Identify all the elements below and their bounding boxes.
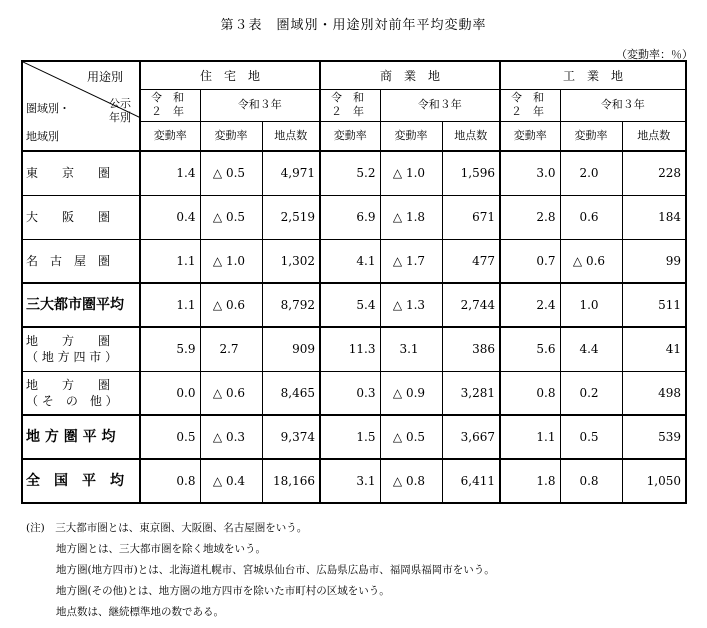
header-youto: 用途別: [86, 70, 123, 84]
cell-change-rate: 3.1: [380, 327, 442, 371]
cell-change-rate: △ 0.9: [380, 371, 442, 415]
cell-points: 671: [442, 195, 500, 239]
row-label: [22, 371, 140, 415]
col-change: 変動率: [560, 121, 622, 151]
cell-change-rate: 5.6: [500, 327, 560, 371]
cell-change-rate: △ 0.3: [200, 415, 262, 459]
cell-points: 1,596: [442, 151, 500, 195]
cell-points: 2,519: [262, 195, 320, 239]
col-points: 地点数: [262, 121, 320, 151]
row-label-text: 大 阪 圏: [26, 210, 111, 224]
cell-change-rate: 1.5: [320, 415, 380, 459]
cell-points: 99: [622, 239, 686, 283]
cell-change-rate: 1.8: [500, 459, 560, 503]
cell-change-rate: 2.8: [500, 195, 560, 239]
col-points: 地点数: [622, 121, 686, 151]
reiwa2-line1: 令 和: [151, 91, 184, 105]
row-label: [22, 195, 140, 239]
reiwa3-header: 令和３年: [560, 90, 686, 122]
cell-change-rate: 0.0: [140, 371, 200, 415]
cell-points: 2,744: [442, 283, 500, 327]
cell-change-rate: 0.2: [560, 371, 622, 415]
table-row: [22, 151, 686, 195]
change-rate-table: [21, 60, 687, 504]
table-row: [22, 327, 686, 371]
row-label: [22, 415, 140, 459]
cell-change-rate: △ 0.6: [200, 283, 262, 327]
cell-points: 3,281: [442, 371, 500, 415]
cell-change-rate: 2.4: [500, 283, 560, 327]
notes: [26, 518, 495, 623]
row-label-text: 東 京 圏: [26, 166, 111, 181]
cell-change-rate: 3.0: [500, 151, 560, 195]
table-row: [22, 371, 686, 415]
row-label-text: 地 方 圏 平 均: [26, 429, 116, 445]
row-label: [22, 239, 140, 283]
cell-change-rate: △ 1.8: [380, 195, 442, 239]
row-label: [22, 327, 140, 371]
col-change: 変動率: [500, 121, 560, 151]
col-change: 変動率: [200, 121, 262, 151]
table-body: [22, 151, 686, 503]
col-change: 変動率: [140, 121, 200, 151]
cell-change-rate: 2.7: [200, 327, 262, 371]
table-row: [22, 415, 686, 459]
note-line: 地方圏(その他)とは、地方圏の地方四市を除いた市町村の区域をいう。: [56, 585, 390, 597]
cell-change-rate: △ 0.5: [200, 195, 262, 239]
unit-label: （変動率：％）: [616, 48, 693, 61]
cell-change-rate: △ 1.0: [200, 239, 262, 283]
row-label: [22, 283, 140, 327]
table-row: [22, 195, 686, 239]
header-kenikibetsu: 圏域別・: [26, 102, 70, 115]
header-chiikibetsu: 地域別: [26, 130, 59, 143]
row-label-text: 名 古 屋 圏: [26, 253, 111, 268]
cell-points: 41: [622, 327, 686, 371]
note-text: 三大都市圏とは、東京圏、大阪圏、名古屋圏をいう。: [55, 522, 308, 534]
row-label-text: 地 方 圏: [26, 377, 111, 392]
cell-change-rate: 0.8: [560, 459, 622, 503]
cell-points: 477: [442, 239, 500, 283]
col-change: 変動率: [380, 121, 442, 151]
cell-change-rate: △ 0.6: [560, 239, 622, 283]
table-row: [22, 459, 686, 503]
group-commercial: 商 業 地: [320, 61, 500, 90]
cell-change-rate: 1.0: [560, 283, 622, 327]
table-row: [22, 239, 686, 283]
cell-points: 8,465: [262, 371, 320, 415]
row-label-text: 地 方 圏: [26, 334, 111, 349]
cell-points: 511: [622, 283, 686, 327]
cell-change-rate: 0.7: [500, 239, 560, 283]
reiwa2-header: [500, 90, 560, 122]
reiwa2-line2: ２ 年: [511, 105, 544, 119]
row-label: [22, 151, 140, 195]
group-industrial: 工 業 地: [500, 61, 686, 90]
reiwa2-header: [140, 90, 200, 122]
cell-change-rate: 0.3: [320, 371, 380, 415]
cell-change-rate: △ 0.4: [200, 459, 262, 503]
col-points: 地点数: [442, 121, 500, 151]
cell-change-rate: 0.5: [140, 415, 200, 459]
cell-points: 1,302: [262, 239, 320, 283]
note-line: [26, 518, 495, 539]
cell-change-rate: 1.4: [140, 151, 200, 195]
cell-points: 8,792: [262, 283, 320, 327]
group-residential: 住 宅 地: [140, 61, 320, 90]
cell-change-rate: △ 0.5: [200, 151, 262, 195]
cell-change-rate: 3.1: [320, 459, 380, 503]
cell-change-rate: △ 0.6: [200, 371, 262, 415]
cell-points: 1,050: [622, 459, 686, 503]
cell-change-rate: 5.2: [320, 151, 380, 195]
cell-change-rate: 4.4: [560, 327, 622, 371]
cell-points: 9,374: [262, 415, 320, 459]
cell-points: 228: [622, 151, 686, 195]
reiwa2-line2: ２ 年: [331, 105, 364, 119]
reiwa2-line1: 令 和: [511, 91, 544, 105]
table-row: [22, 283, 686, 327]
reiwa2-header: [320, 90, 380, 122]
cell-change-rate: 0.6: [560, 195, 622, 239]
cell-change-rate: 5.4: [320, 283, 380, 327]
cell-change-rate: 1.1: [140, 283, 200, 327]
cell-change-rate: 1.1: [500, 415, 560, 459]
note-line: 地点数は、継続標準地の数である。: [56, 606, 224, 618]
col-change: 変動率: [320, 121, 380, 151]
cell-change-rate: 5.9: [140, 327, 200, 371]
cell-points: 6,411: [442, 459, 500, 503]
row-label-sub: （ そ の 他 ）: [26, 393, 118, 408]
cell-change-rate: 0.8: [500, 371, 560, 415]
cell-points: 498: [622, 371, 686, 415]
cell-change-rate: 4.1: [320, 239, 380, 283]
cell-change-rate: 11.3: [320, 327, 380, 371]
cell-points: 386: [442, 327, 500, 371]
cell-change-rate: △ 0.5: [380, 415, 442, 459]
cell-points: 4,971: [262, 151, 320, 195]
note-line: 地方圏(地方四市)とは、北海道札幌市、宮城県仙台市、広島県広島市、福岡県福岡市をいう。: [56, 564, 495, 576]
cell-points: 539: [622, 415, 686, 459]
row-label-sub: （ 地 方 四 市 ）: [26, 350, 118, 365]
cell-change-rate: 6.9: [320, 195, 380, 239]
cell-points: 18,166: [262, 459, 320, 503]
reiwa3-header: 令和３年: [200, 90, 320, 122]
cell-change-rate: 1.1: [140, 239, 200, 283]
header-nenbetsu: 年別: [109, 111, 131, 124]
cell-change-rate: △ 1.0: [380, 151, 442, 195]
reiwa3-header: 令和３年: [380, 90, 500, 122]
table-title: 第３表 圏域別・用途別対前年平均変動率: [220, 18, 487, 33]
reiwa2-line1: 令 和: [331, 91, 364, 105]
cell-change-rate: △ 1.3: [380, 283, 442, 327]
cell-change-rate: △ 0.8: [380, 459, 442, 503]
reiwa2-line2: ２ 年: [151, 105, 184, 119]
cell-points: 909: [262, 327, 320, 371]
row-label-text: 三大都市圏平均: [26, 297, 124, 313]
row-label: [22, 459, 140, 503]
header-kouji: 公示: [109, 97, 131, 110]
cell-change-rate: 0.8: [140, 459, 200, 503]
cell-points: 3,667: [442, 415, 500, 459]
row-label-text: 全 国 平 均: [26, 473, 124, 489]
note-line: 地方圏とは、三大都市圏を除く地域をいう。: [56, 543, 266, 555]
cell-change-rate: 2.0: [560, 151, 622, 195]
header-corner-cell: [22, 61, 140, 151]
cell-change-rate: 0.4: [140, 195, 200, 239]
cell-change-rate: △ 1.7: [380, 239, 442, 283]
cell-points: 184: [622, 195, 686, 239]
cell-change-rate: 0.5: [560, 415, 622, 459]
notes-prefix: (注): [26, 522, 45, 534]
